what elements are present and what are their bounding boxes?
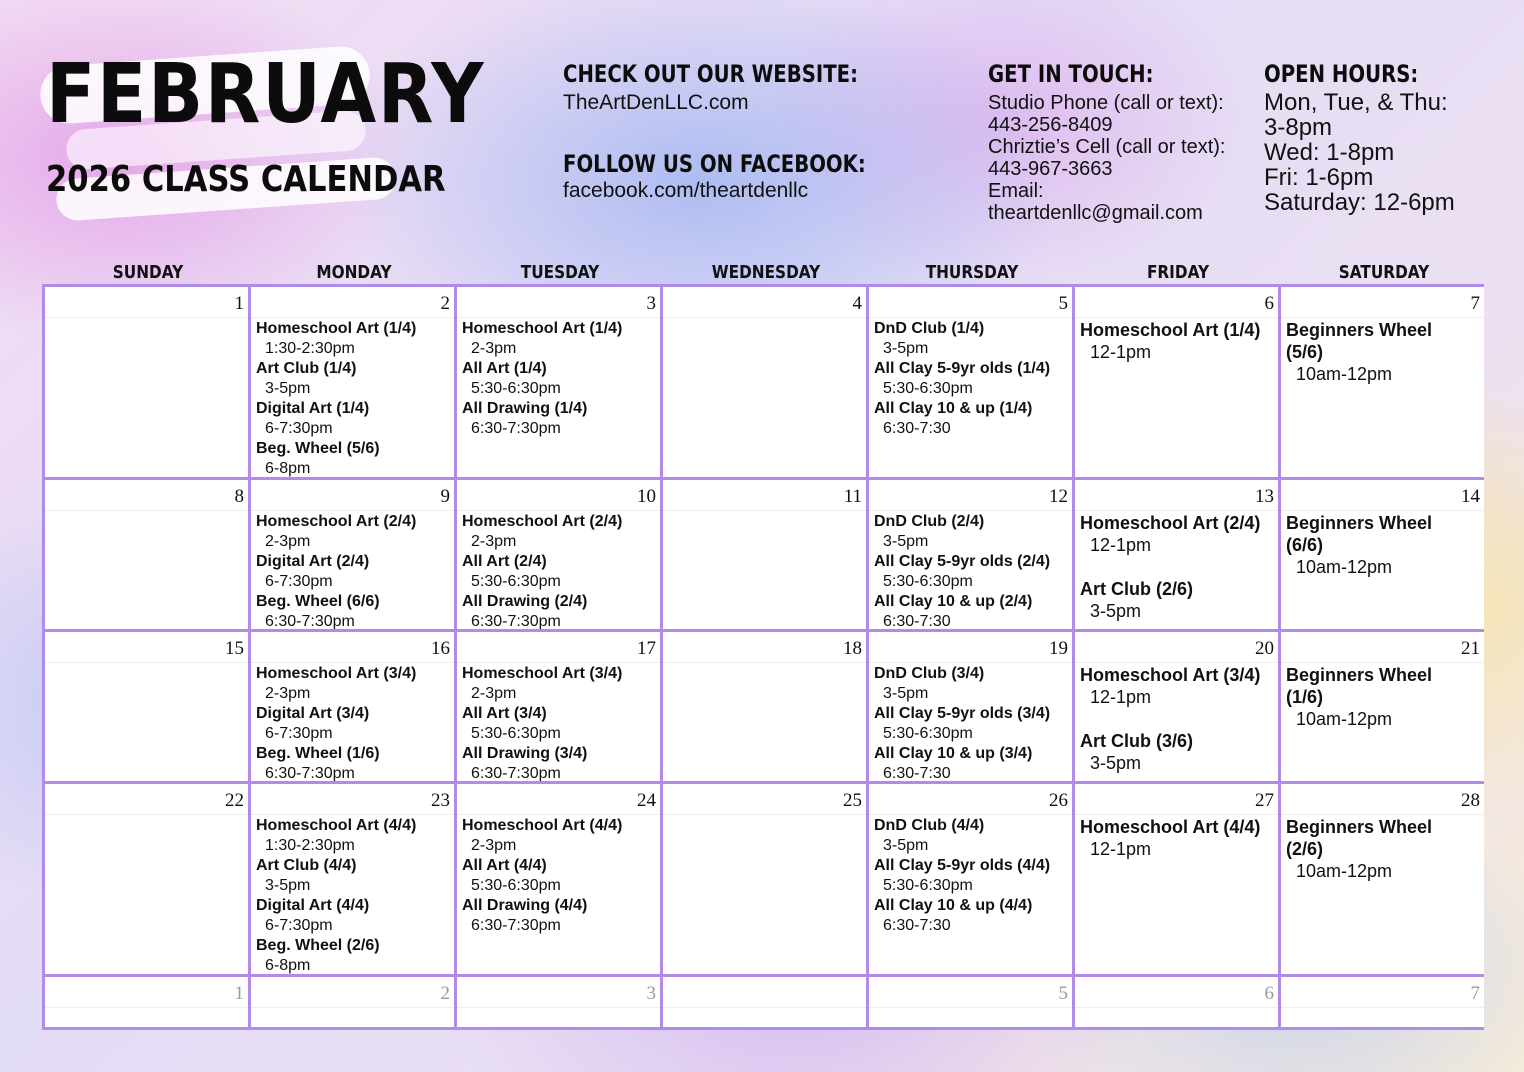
calendar-subtitle: 2026 CLASS CALENDAR xyxy=(46,159,446,200)
class-name: Beg. Wheel (1/6) xyxy=(256,745,380,762)
contact-line: Email: xyxy=(988,180,1044,202)
class-name: Homeschool Art (2/4) xyxy=(256,513,417,530)
date-number: 6 xyxy=(1264,983,1274,1004)
event-list xyxy=(462,664,658,784)
class-time: 2-3pm xyxy=(471,533,517,550)
date-divider xyxy=(1281,814,1484,815)
event-list xyxy=(1080,816,1276,860)
calendar-day-cell[interactable] xyxy=(45,287,251,480)
class-name: Digital Art (1/4) xyxy=(256,400,370,417)
class-name: Homeschool Art (2/4) xyxy=(1080,513,1261,533)
class-time: 3-5pm xyxy=(883,533,929,550)
class-time: 3-5pm xyxy=(883,837,929,854)
class-time: 12-1pm xyxy=(1090,687,1152,707)
date-divider xyxy=(45,814,248,815)
date-divider xyxy=(457,317,660,318)
date-divider xyxy=(663,814,866,815)
calendar-day-cell[interactable] xyxy=(1075,632,1281,784)
date-number: 13 xyxy=(1255,486,1274,507)
date-divider xyxy=(457,1007,660,1008)
date-number: 3 xyxy=(646,293,656,314)
class-name: Homeschool Art (3/4) xyxy=(256,665,417,682)
date-divider xyxy=(1075,510,1278,511)
class-time: 6-8pm xyxy=(265,957,311,974)
website-heading: CHECK OUT OUR WEBSITE: xyxy=(563,60,858,88)
class-time: 6:30-7:30pm xyxy=(471,613,561,630)
calendar-day-cell[interactable] xyxy=(1281,977,1484,1027)
date-number: 23 xyxy=(431,790,450,811)
class-time: 6-7:30pm xyxy=(265,725,333,742)
class-time: 6:30-7:30pm xyxy=(471,420,561,437)
calendar-day-cell[interactable] xyxy=(663,287,869,480)
date-divider xyxy=(1281,317,1484,318)
calendar-day-cell[interactable] xyxy=(1075,977,1281,1027)
class-time: 3-5pm xyxy=(265,380,311,397)
event-list xyxy=(256,816,452,976)
date-divider xyxy=(1281,510,1484,511)
event-list xyxy=(874,512,1070,632)
weekday-sunday: SUNDAY xyxy=(112,262,184,283)
hours-line: Mon, Tue, & Thu: xyxy=(1264,89,1448,116)
date-number: 12 xyxy=(1049,486,1068,507)
facebook-link[interactable]: facebook.com/theartdenllc xyxy=(563,179,809,202)
calendar-day-cell[interactable] xyxy=(251,632,457,784)
weekday-friday: FRIDAY xyxy=(1146,262,1210,283)
calendar-day-cell[interactable] xyxy=(869,632,1075,784)
class-time: 2-3pm xyxy=(471,340,517,357)
class-name: All Drawing (2/4) xyxy=(462,593,588,610)
website-section xyxy=(563,60,923,114)
contact-line: Studio Phone (call or text): xyxy=(988,92,1224,114)
class-name: Homeschool Art (1/4) xyxy=(462,320,623,337)
class-name: Homeschool Art (4/4) xyxy=(462,817,623,834)
class-time: 5:30-6:30pm xyxy=(883,380,973,397)
date-number: 18 xyxy=(843,638,862,659)
event-list xyxy=(256,512,452,632)
calendar-day-cell[interactable] xyxy=(869,480,1075,632)
date-divider xyxy=(663,662,866,663)
class-time: 3-5pm xyxy=(1090,601,1142,621)
weekday-wednesday: WEDNESDAY xyxy=(711,262,821,283)
class-name: Beg. Wheel (5/6) xyxy=(256,440,380,457)
website-link[interactable]: TheArtDenLLC.com xyxy=(563,91,749,114)
calendar-day-cell[interactable] xyxy=(457,632,663,784)
weekday-tuesday: TUESDAY xyxy=(520,262,600,283)
calendar-day-cell[interactable] xyxy=(457,977,663,1027)
event-list xyxy=(462,512,658,632)
calendar-day-cell[interactable] xyxy=(663,480,869,632)
calendar-day-cell[interactable] xyxy=(663,632,869,784)
calendar-day-cell[interactable] xyxy=(663,977,869,1027)
date-number: 8 xyxy=(234,486,244,507)
class-time: 12-1pm xyxy=(1090,535,1152,555)
class-time: 6:30-7:30pm xyxy=(471,917,561,934)
date-divider xyxy=(1075,814,1278,815)
class-time: 5:30-6:30pm xyxy=(471,725,561,742)
date-divider xyxy=(457,662,660,663)
calendar-day-cell[interactable] xyxy=(1075,287,1281,480)
class-name: DnD Club (3/4) xyxy=(874,665,985,682)
date-number: 14 xyxy=(1461,486,1480,507)
class-name: Homeschool Art (4/4) xyxy=(1080,817,1261,837)
class-name: Homeschool Art (1/4) xyxy=(1080,320,1261,340)
class-time: 6:30-7:30 xyxy=(883,420,951,437)
event-list xyxy=(1080,319,1276,363)
date-divider xyxy=(1281,662,1484,663)
date-divider xyxy=(45,317,248,318)
class-time: 6:30-7:30 xyxy=(883,613,951,630)
class-time: 6:30-7:30 xyxy=(883,917,951,934)
class-time: 6:30-7:30pm xyxy=(265,765,355,782)
class-name: All Clay 5-9yr olds (3/4) xyxy=(874,705,1051,722)
class-name: All Clay 5-9yr olds (2/4) xyxy=(874,553,1051,570)
class-time: 10am-12pm xyxy=(1296,557,1393,577)
date-number: 2 xyxy=(440,983,450,1004)
class-name: Digital Art (2/4) xyxy=(256,553,370,570)
class-time: 2-3pm xyxy=(471,837,517,854)
class-name: Art Club (4/4) xyxy=(256,857,357,874)
date-divider xyxy=(251,510,454,511)
class-name: All Clay 10 & up (1/4) xyxy=(874,400,1033,417)
class-time: 10am-12pm xyxy=(1296,709,1393,729)
class-name: All Clay 10 & up (3/4) xyxy=(874,745,1033,762)
calendar-day-cell[interactable] xyxy=(869,977,1075,1027)
date-divider xyxy=(1075,662,1278,663)
class-time: 3-5pm xyxy=(1090,753,1142,773)
date-divider xyxy=(663,510,866,511)
class-time: 5:30-6:30pm xyxy=(471,877,561,894)
date-number: 3 xyxy=(646,983,656,1004)
date-divider xyxy=(869,510,1072,511)
class-time: 6:30-7:30 xyxy=(883,765,951,782)
class-time: 10am-12pm xyxy=(1296,861,1393,881)
date-number: 15 xyxy=(225,638,244,659)
class-time: 3-5pm xyxy=(883,685,929,702)
calendar-day-cell[interactable] xyxy=(1281,632,1484,784)
hours-line: Fri: 1-6pm xyxy=(1264,164,1374,191)
date-divider xyxy=(251,814,454,815)
event-list xyxy=(1080,512,1276,622)
date-divider xyxy=(45,510,248,511)
class-name: Beginners Wheel xyxy=(1286,513,1433,533)
class-name: DnD Club (4/4) xyxy=(874,817,985,834)
date-number: 17 xyxy=(637,638,656,659)
class-time: 6-8pm xyxy=(265,460,311,477)
date-divider xyxy=(457,814,660,815)
calendar-day-cell[interactable] xyxy=(45,632,251,784)
event-list xyxy=(1286,816,1482,882)
class-time: 5:30-6:30pm xyxy=(883,573,973,590)
calendar-day-cell[interactable] xyxy=(45,977,251,1027)
date-number: 19 xyxy=(1049,638,1068,659)
class-name: Beginners Wheel xyxy=(1286,665,1433,685)
class-name: All Clay 5-9yr olds (1/4) xyxy=(874,360,1051,377)
class-time: 6:30-7:30pm xyxy=(265,613,355,630)
calendar-day-cell[interactable] xyxy=(457,784,663,977)
calendar-day-cell[interactable] xyxy=(1075,480,1281,632)
class-name: Art Club (1/4) xyxy=(256,360,357,377)
date-number: 16 xyxy=(431,638,450,659)
date-number: 1 xyxy=(234,983,244,1004)
calendar-day-cell[interactable] xyxy=(1281,784,1484,977)
class-name: DnD Club (1/4) xyxy=(874,320,985,337)
date-divider xyxy=(869,317,1072,318)
date-divider xyxy=(663,1007,866,1008)
calendar-day-cell[interactable] xyxy=(869,784,1075,977)
class-name: All Art (4/4) xyxy=(462,857,547,874)
hours-section xyxy=(1264,60,1455,215)
date-number: 5 xyxy=(1058,293,1068,314)
class-time: 3-5pm xyxy=(265,877,311,894)
calendar-day-cell[interactable] xyxy=(251,977,457,1027)
event-list xyxy=(874,319,1070,439)
class-name: Homeschool Art (4/4) xyxy=(256,817,417,834)
date-number: 25 xyxy=(843,790,862,811)
class-session: (6/6) xyxy=(1286,535,1324,555)
class-time: 2-3pm xyxy=(265,685,311,702)
date-divider xyxy=(45,662,248,663)
date-divider xyxy=(1075,317,1278,318)
date-divider xyxy=(251,317,454,318)
event-list xyxy=(256,319,452,479)
calendar-day-cell[interactable] xyxy=(1075,784,1281,977)
date-number: 20 xyxy=(1255,638,1274,659)
date-divider xyxy=(869,814,1072,815)
calendar-day-cell[interactable] xyxy=(45,784,251,977)
date-number: 22 xyxy=(225,790,244,811)
class-time: 6:30-7:30pm xyxy=(471,765,561,782)
facebook-section xyxy=(563,150,932,202)
date-divider xyxy=(663,317,866,318)
weekday-saturday: SATURDAY xyxy=(1338,262,1430,283)
date-number: 6 xyxy=(1264,293,1274,314)
class-time: 5:30-6:30pm xyxy=(883,725,973,742)
date-number: 28 xyxy=(1461,790,1480,811)
class-name: Homeschool Art (3/4) xyxy=(1080,665,1261,685)
event-spacer xyxy=(1080,708,1276,730)
class-name: All Clay 5-9yr olds (4/4) xyxy=(874,857,1051,874)
class-name: Art Club (3/6) xyxy=(1080,731,1194,751)
date-divider xyxy=(251,1007,454,1008)
class-time: 12-1pm xyxy=(1090,839,1152,859)
class-name: All Art (2/4) xyxy=(462,553,547,570)
facebook-heading: FOLLOW US ON FACEBOOK: xyxy=(563,150,866,178)
cell-phone[interactable]: 443-967-3663 xyxy=(988,158,1113,180)
class-time: 2-3pm xyxy=(265,533,311,550)
calendar-day-cell[interactable] xyxy=(45,480,251,632)
class-name: All Clay 10 & up (4/4) xyxy=(874,897,1033,914)
date-number: 5 xyxy=(1058,983,1068,1004)
class-name: Digital Art (4/4) xyxy=(256,897,370,914)
calendar-day-cell[interactable] xyxy=(251,287,457,480)
date-number: 27 xyxy=(1255,790,1274,811)
weekday-thursday: THURSDAY xyxy=(925,262,1019,283)
date-divider xyxy=(251,662,454,663)
date-number: 11 xyxy=(843,486,862,507)
class-name: All Art (1/4) xyxy=(462,360,547,377)
class-time: 6-7:30pm xyxy=(265,420,333,437)
hours-line: Wed: 1-8pm xyxy=(1264,139,1395,166)
calendar-day-cell[interactable] xyxy=(457,287,663,480)
class-name: All Art (3/4) xyxy=(462,705,547,722)
date-divider xyxy=(45,1007,248,1008)
calendar-day-cell[interactable] xyxy=(869,287,1075,480)
date-number: 9 xyxy=(440,486,450,507)
studio-phone[interactable]: 443-256-8409 xyxy=(988,114,1113,136)
date-divider xyxy=(1281,1007,1484,1008)
date-number: 7 xyxy=(1470,983,1480,1004)
class-name: Beginners Wheel xyxy=(1286,320,1433,340)
class-name: Beg. Wheel (2/6) xyxy=(256,937,380,954)
contact-line: Chriztie’s Cell (call or text): xyxy=(988,136,1226,158)
event-list xyxy=(1080,664,1276,774)
event-list xyxy=(1286,664,1482,730)
date-divider xyxy=(869,1007,1072,1008)
event-list xyxy=(462,319,658,439)
class-time: 1:30-2:30pm xyxy=(265,837,355,854)
class-time: 5:30-6:30pm xyxy=(883,877,973,894)
event-list xyxy=(462,816,658,936)
class-time: 6-7:30pm xyxy=(265,917,333,934)
class-time: 5:30-6:30pm xyxy=(471,380,561,397)
class-name: Homeschool Art (1/4) xyxy=(256,320,417,337)
event-list xyxy=(1286,319,1482,385)
hours-line: Saturday: 12-6pm xyxy=(1264,189,1455,216)
date-divider xyxy=(1075,1007,1278,1008)
calendar-day-cell[interactable] xyxy=(663,784,869,977)
class-name: All Drawing (4/4) xyxy=(462,897,588,914)
class-name: Beginners Wheel xyxy=(1286,817,1433,837)
class-name: DnD Club (2/4) xyxy=(874,513,985,530)
hours-line: 3-8pm xyxy=(1264,114,1333,141)
event-list xyxy=(874,816,1070,936)
date-number: 24 xyxy=(637,790,656,811)
event-list xyxy=(1286,512,1482,578)
event-list xyxy=(256,664,452,784)
calendar-grid xyxy=(42,284,1484,1030)
class-time: 3-5pm xyxy=(883,340,929,357)
calendar-day-cell[interactable] xyxy=(251,480,457,632)
contact-section xyxy=(988,60,1225,224)
calendar-day-cell[interactable] xyxy=(251,784,457,977)
class-time: 1:30-2:30pm xyxy=(265,340,355,357)
class-name: Digital Art (3/4) xyxy=(256,705,370,722)
class-time: 2-3pm xyxy=(471,685,517,702)
date-number: 10 xyxy=(637,486,656,507)
date-number: 7 xyxy=(1470,293,1480,314)
class-name: All Drawing (1/4) xyxy=(462,400,588,417)
date-number: 1 xyxy=(234,293,244,314)
class-name: Beg. Wheel (6/6) xyxy=(256,593,380,610)
class-name: Art Club (2/6) xyxy=(1080,579,1194,599)
title-block xyxy=(46,47,486,210)
weekday-monday: MONDAY xyxy=(316,262,392,283)
class-time: 5:30-6:30pm xyxy=(471,573,561,590)
hours-heading: OPEN HOURS: xyxy=(1264,60,1419,88)
class-session: (5/6) xyxy=(1286,342,1324,362)
class-name: All Drawing (3/4) xyxy=(462,745,588,762)
event-spacer xyxy=(1080,556,1276,578)
class-name: Homeschool Art (2/4) xyxy=(462,513,623,530)
class-session: (2/6) xyxy=(1286,839,1324,859)
class-time: 10am-12pm xyxy=(1296,364,1393,384)
date-number: 4 xyxy=(852,293,862,314)
class-name: Homeschool Art (3/4) xyxy=(462,665,623,682)
class-session: (1/6) xyxy=(1286,687,1324,707)
date-number: 2 xyxy=(440,293,450,314)
calendar-day-cell[interactable] xyxy=(457,480,663,632)
class-time: 6-7:30pm xyxy=(265,573,333,590)
calendar-day-cell[interactable] xyxy=(1281,480,1484,632)
email-link[interactable]: theartdenllc@gmail.com xyxy=(988,202,1203,224)
date-number: 21 xyxy=(1461,638,1480,659)
date-divider xyxy=(869,662,1072,663)
class-name: All Clay 10 & up (2/4) xyxy=(874,593,1033,610)
date-divider xyxy=(457,510,660,511)
contact-heading: GET IN TOUCH: xyxy=(988,60,1154,88)
date-number: 26 xyxy=(1049,790,1068,811)
month-title: FEBRUARY xyxy=(46,47,486,142)
event-list xyxy=(874,664,1070,784)
calendar-day-cell[interactable] xyxy=(1281,287,1484,480)
class-time: 12-1pm xyxy=(1090,342,1152,362)
